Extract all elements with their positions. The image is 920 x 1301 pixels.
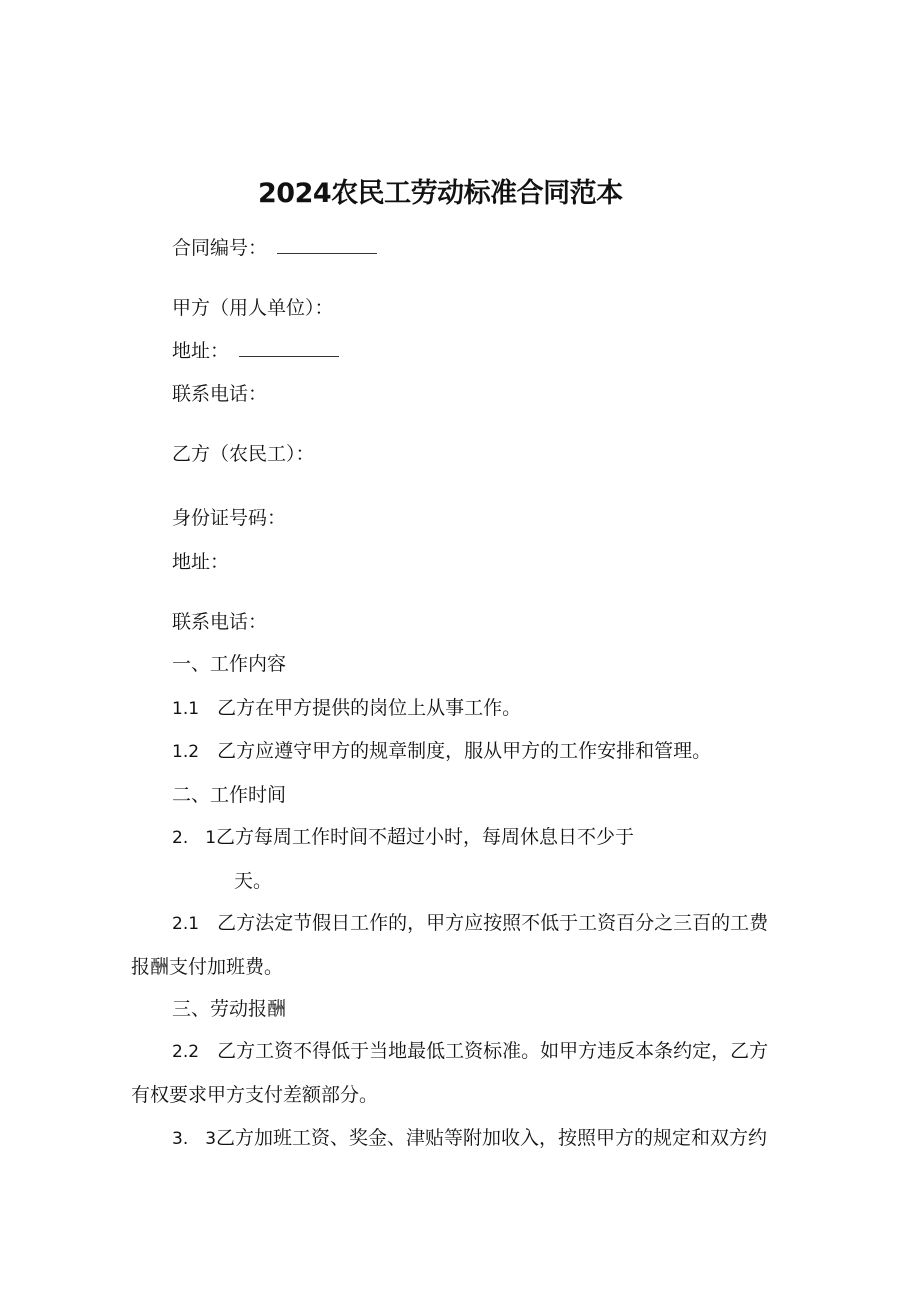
clause-1-1-text: 乙方在甲方提供的岗位上从事工作。 bbox=[217, 697, 522, 719]
party-b-address-label: 地址： bbox=[172, 551, 230, 573]
clause-2-2-text: 乙方法定节假日工作的，甲方应按照不低于工资百分之三百的工费 bbox=[217, 912, 769, 934]
party-a-address-line bbox=[172, 342, 339, 361]
clause-1-1-number: 1.1 bbox=[172, 699, 200, 719]
party-b-phone-label: 联系电话： bbox=[172, 611, 268, 633]
clause-1-2-number: 1.2 bbox=[172, 742, 200, 762]
clause-3-2-text: 乙方加班工资、奖金、津贴等附加收入，按照甲方的规定和双方约 bbox=[216, 1127, 768, 1149]
clause-2-1-text: 乙方每周工作时间不超过小时，每周休息日不少于 bbox=[216, 826, 635, 848]
party-b-label: 乙方（农民工）： bbox=[172, 443, 315, 465]
party-b-id-label: 身份证号码： bbox=[172, 507, 287, 529]
clause-2-2 bbox=[172, 914, 768, 933]
clause-2-2-number: 2.1 bbox=[172, 914, 200, 934]
clause-2-1-continuation: 天。 bbox=[234, 870, 273, 892]
clause-3-2-number: 3. 3 bbox=[172, 1129, 217, 1149]
contract-number-label: 合同编号： bbox=[172, 237, 268, 259]
party-a-address-blank[interactable] bbox=[239, 342, 339, 357]
clause-3-1 bbox=[172, 1042, 768, 1061]
document-title: 2024农民工劳动标准合同范本 bbox=[258, 178, 623, 209]
clause-3-2 bbox=[172, 1129, 767, 1148]
party-a-phone-label: 联系电话： bbox=[172, 383, 268, 405]
section-2-heading: 二、工作时间 bbox=[172, 784, 287, 806]
clause-3-1-continuation: 有权要求甲方支付差额部分。 bbox=[131, 1084, 379, 1106]
clause-1-1 bbox=[172, 699, 521, 718]
clause-2-2-continuation: 报酬支付加班费。 bbox=[131, 956, 284, 978]
contract-number-line bbox=[172, 239, 377, 258]
section-1-heading: 一、工作内容 bbox=[172, 653, 287, 675]
clause-2-1-number: 2. 1 bbox=[172, 828, 217, 848]
clause-2-1 bbox=[172, 828, 634, 847]
clause-3-1-number: 2.2 bbox=[172, 1042, 200, 1062]
contract-number-blank[interactable] bbox=[277, 239, 377, 254]
clause-1-2 bbox=[172, 742, 711, 761]
clause-3-1-text: 乙方工资不得低于当地最低工资标准。如甲方违反本条约定，乙方 bbox=[217, 1040, 769, 1062]
clause-1-2-text: 乙方应遵守甲方的规章制度，服从甲方的工作安排和管理。 bbox=[217, 740, 712, 762]
party-a-label: 甲方（用人单位）： bbox=[172, 297, 334, 319]
section-3-heading: 三、劳动报酬 bbox=[172, 998, 287, 1020]
party-a-address-label: 地址： bbox=[172, 340, 230, 362]
